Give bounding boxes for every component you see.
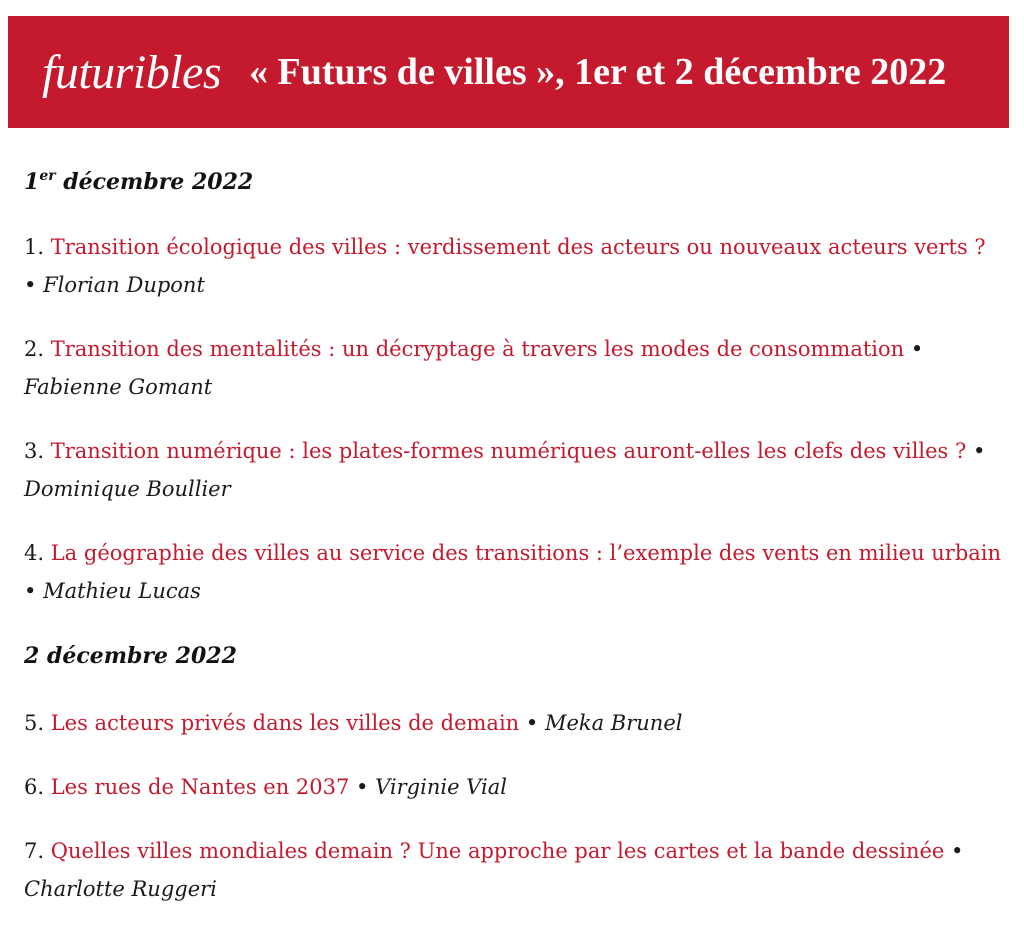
list-item: [24, 330, 1004, 406]
talk-link[interactable]: Transition écologique des villes : verdissement des acteurs ou nouveaux acteurs verts ?: [50, 235, 986, 259]
talk-link[interactable]: Transition numérique : les plates-formes numériques auront-elles les clefs des villes ?: [50, 439, 967, 463]
list-item: [24, 832, 1004, 908]
list-item: [24, 534, 1004, 610]
talk-link[interactable]: Transition des mentalités : un décryptage à travers les modes de consommation: [50, 337, 905, 361]
speaker-name: Fabienne Gomant: [24, 375, 213, 399]
talk-link[interactable]: Les rues de Nantes en 2037: [50, 775, 350, 799]
speaker-name: Charlotte Ruggeri: [24, 877, 217, 901]
talk-link[interactable]: La géographie des villes au service des transitions : l’exemple des vents en milieu urbain: [50, 541, 1002, 565]
speaker-name: Virginie Vial: [375, 775, 507, 799]
separator-bullet: •: [24, 273, 37, 297]
item-number: 1.: [24, 235, 45, 259]
talk-link[interactable]: Quelles villes mondiales demain ? Une approche par les cartes et la bande dessinée: [50, 839, 945, 863]
speaker-name: Mathieu Lucas: [43, 579, 201, 603]
item-number: 4.: [24, 541, 45, 565]
list-item: [24, 228, 1004, 304]
separator-bullet: •: [525, 711, 539, 735]
item-number: 2.: [24, 337, 45, 361]
talk-link[interactable]: Les acteurs privés dans les villes de demain: [50, 711, 520, 735]
item-number: 3.: [24, 439, 45, 463]
separator-bullet: •: [972, 439, 986, 463]
speaker-name: Dominique Boullier: [24, 477, 231, 501]
separator-bullet: •: [24, 579, 37, 603]
futuribles-logo[interactable]: futuribles: [42, 45, 222, 99]
list-item: [24, 704, 1004, 742]
item-number: 5.: [24, 711, 45, 735]
separator-bullet: •: [356, 775, 369, 799]
separator-bullet: •: [910, 337, 924, 361]
day-heading-2: 2 décembre 2022: [24, 643, 237, 669]
list-item: [24, 768, 1004, 806]
item-number: 7.: [24, 839, 45, 863]
day-heading-1: 1er décembre 2022: [24, 167, 254, 195]
separator-bullet: •: [951, 839, 964, 863]
program-content: [24, 160, 1004, 908]
speaker-name: Meka Brunel: [544, 711, 683, 735]
event-title: « Futurs de villes », 1er et 2 décembre 2022: [249, 51, 947, 93]
header-banner: [8, 16, 1009, 128]
speaker-name: Florian Dupont: [43, 273, 205, 297]
item-number: 6.: [24, 775, 45, 799]
list-item: [24, 432, 1004, 508]
